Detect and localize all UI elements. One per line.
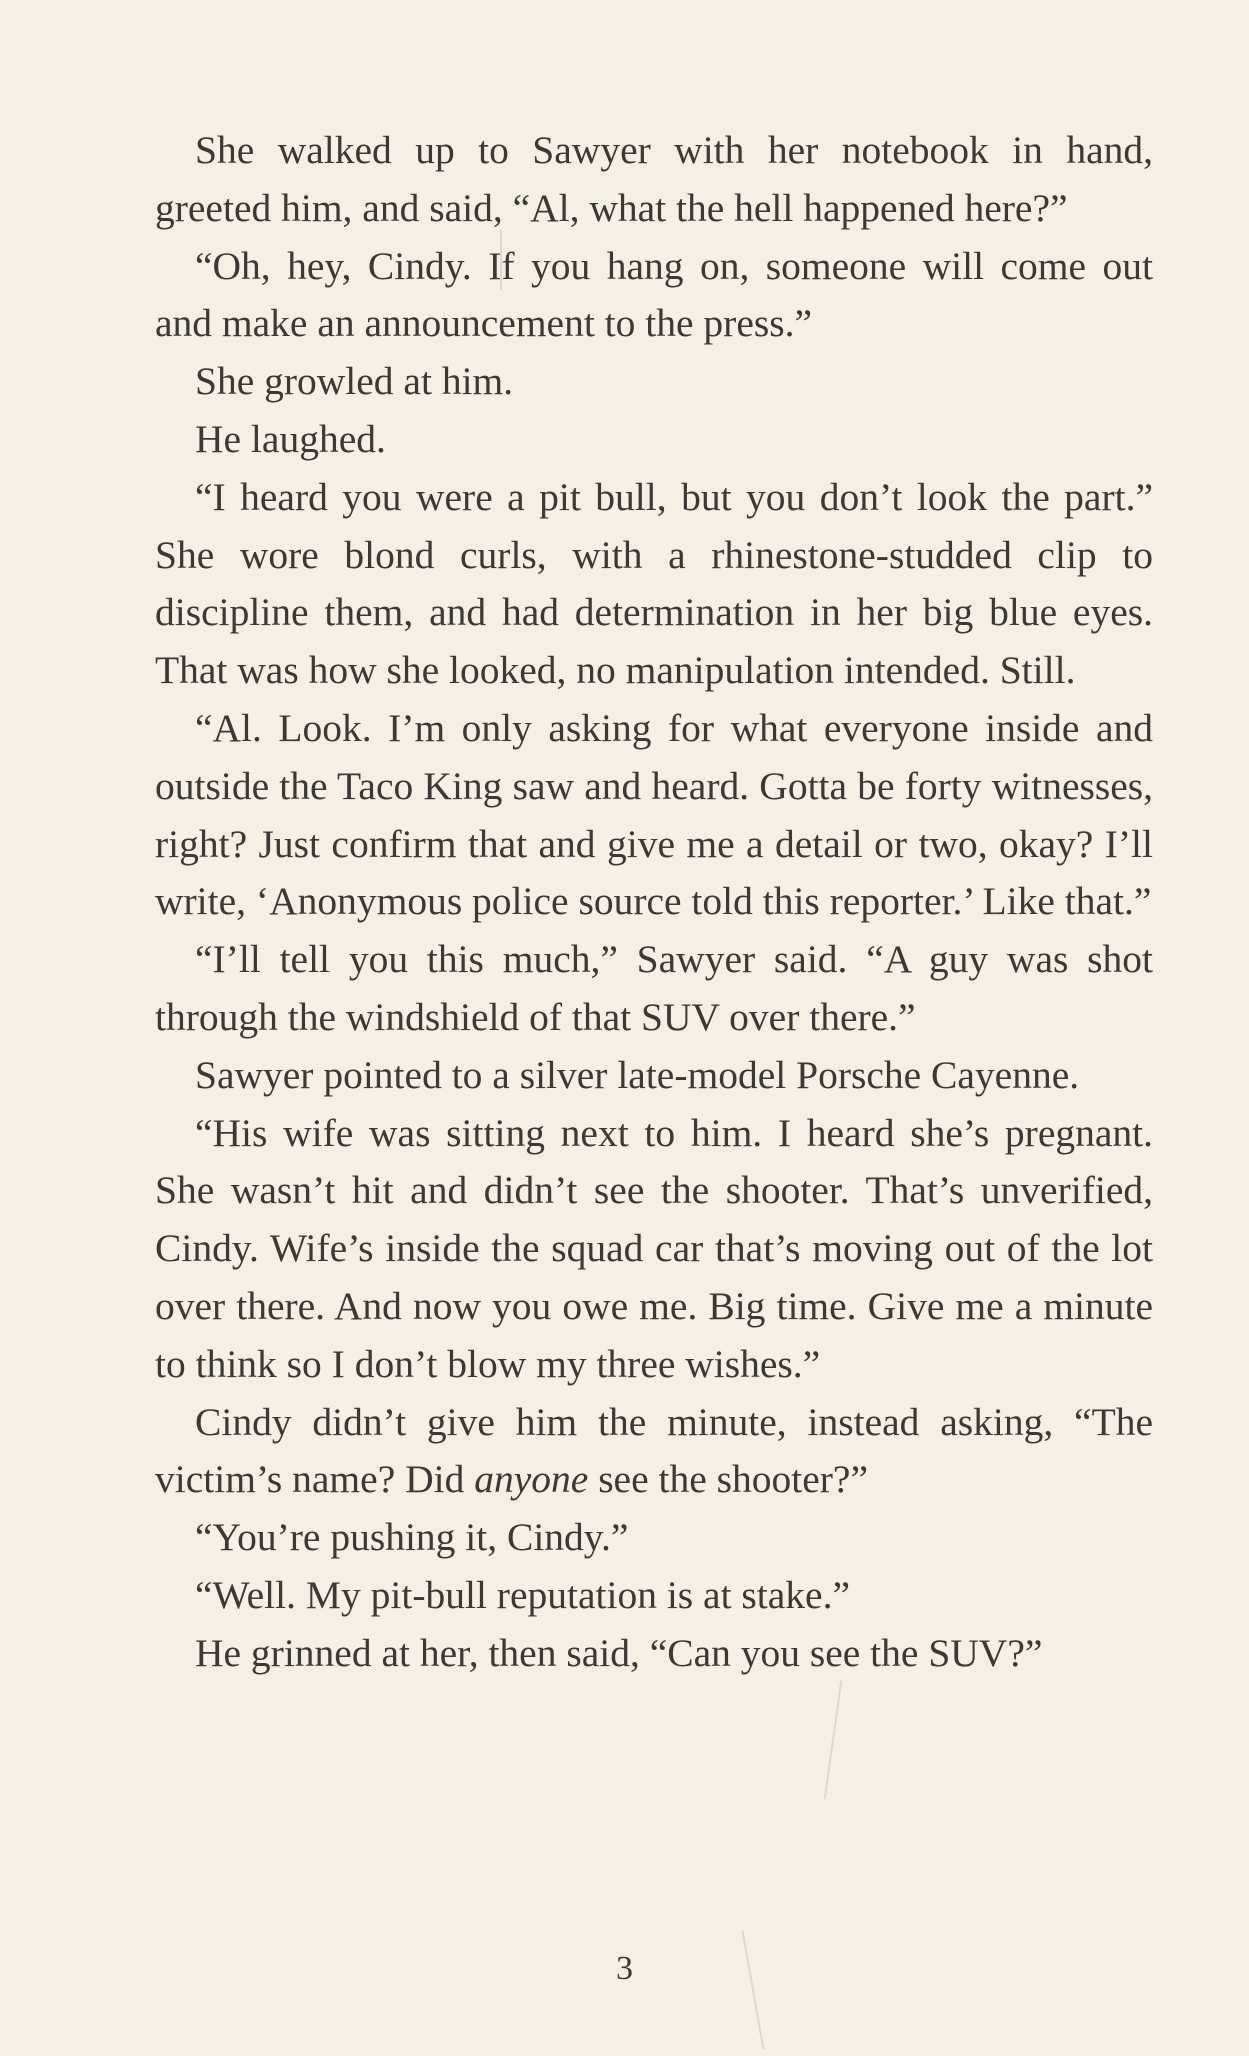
paragraph: He grinned at her, then said, “Can you see the SUV?” xyxy=(195,1630,1043,1675)
paragraph: “Al. Look. I’m only asking for what everyone inside and outside the Taco King saw and heard. Gotta be forty witnesses, right? Just confirm that and give me a detail or two, okay? I’ll write, ‘Anonymous police source told this reporter.’ Like that.” xyxy=(155,705,1153,924)
paragraph: “I heard you were a pit bull, but you don’t look the part.” She wore blond curls, with a rhinestone-studded clip to discipline them, and had determination in her big blue eyes. That was how she looked, no manipulation intended. Still. xyxy=(155,474,1153,693)
paragraph-text-after-emphasis: see the shooter?” xyxy=(588,1457,868,1502)
paragraph: “Oh, hey, Cindy. If you hang on, someone will come out and make an announcement to the press.” xyxy=(155,243,1153,346)
paragraph: She growled at him. xyxy=(195,359,514,404)
paragraph: “His wife was sitting next to him. I heard she’s pregnant. She wasn’t hit and didn’t see the shooter. That’s unverified, Cindy. Wife’s inside the squad car that’s moving out of the lot over there. And now you owe me. Big time. Give me a minute to think so I don’t blow my three wishes.” xyxy=(155,1110,1153,1386)
paragraph: Sawyer pointed to a silver late-model Porsche Cayenne. xyxy=(195,1052,1080,1097)
paragraph: “You’re pushing it, Cindy.” xyxy=(195,1515,629,1560)
page-number: 3 xyxy=(616,1950,633,1987)
paragraph-text-before-emphasis: Cindy didn’t give him the minute, instead asking, “The victim’s name? Did xyxy=(155,1399,1153,1502)
paragraph: “Well. My pit-bull reputation is at stake.” xyxy=(195,1572,850,1617)
paragraph: He laughed. xyxy=(195,416,386,461)
paragraph-with-emphasis xyxy=(155,1394,1153,1510)
page-crease-mark xyxy=(824,1680,843,1799)
page-crease-mark xyxy=(742,1931,765,2050)
paragraph: She walked up to Sawyer with her notebook in hand, greeted him, and said, “Al, what the hell happened here?” xyxy=(155,128,1153,230)
paragraph: “I’ll tell you this much,” Sawyer said. “A guy was shot through the windshield of that SUV over there.” xyxy=(155,937,1153,1039)
body-text xyxy=(155,122,1153,1683)
emphasized-word: anyone xyxy=(474,1457,589,1502)
